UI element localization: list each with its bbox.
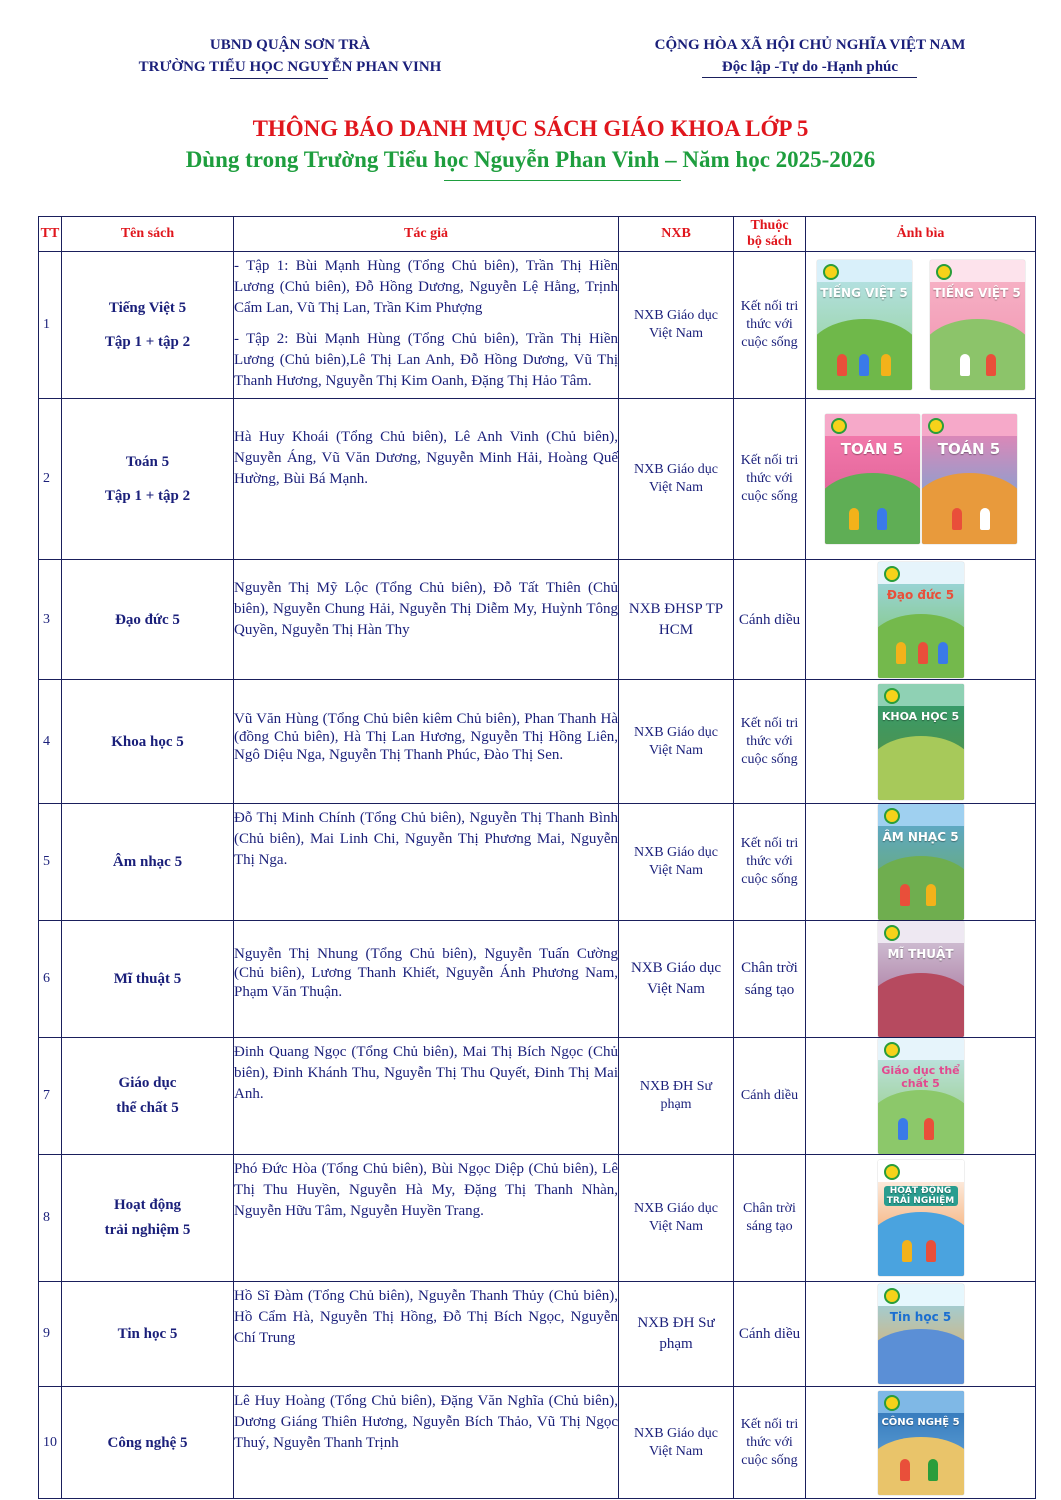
book-cover-image	[878, 1391, 964, 1495]
book-publisher	[619, 560, 734, 680]
book-name	[62, 252, 234, 399]
authors-text: Phó Đức Hòa (Tổng Chủ biên), Bùi Ngọc Diệp (Chủ biên), Lê Thị Thu Huyền, Nguyễn Hà My, Đặng Thị Thanh Nhàn, Nguyễn Hữu Tâm, Nguyễn Huyền Trang.	[234, 1161, 618, 1219]
district-name: UBND QUẬN SƠN TRÀ	[209, 37, 371, 53]
book-cover-image	[825, 414, 920, 544]
book-name	[62, 399, 234, 560]
publisher-line2: phạm	[659, 1336, 693, 1352]
table-row	[39, 1282, 1036, 1387]
book-name-line1: Công nghệ 5	[107, 1434, 188, 1451]
authors-text: Lê Huy Hoàng (Tổng Chủ biên), Đặng Văn Nghĩa (Chủ biên), Dương Giáng Thiên Hương, Nguyễn Bích Thảo, Vũ Thị Ngọc Thuý, Nguyễn Thanh Trịnh	[234, 1393, 618, 1451]
cover-title: ÂM NHẠC 5	[882, 830, 959, 844]
book-name-line2: thể chất 5	[116, 1100, 179, 1116]
row-number: 3	[39, 560, 62, 680]
book-series	[734, 399, 806, 560]
book-cover-cell	[806, 921, 1036, 1038]
book-name-line1: Đạo đức 5	[115, 611, 180, 628]
table-row	[39, 804, 1036, 921]
series-line2: sáng tạo	[744, 982, 795, 998]
book-series	[734, 1387, 806, 1499]
book-name	[62, 1282, 234, 1387]
cover-title: MĨ THUẬT	[887, 947, 954, 961]
row-number: 10	[39, 1387, 62, 1499]
book-authors	[234, 804, 619, 921]
cover-title: TOÁN 5	[840, 440, 904, 458]
series-line1: Cánh diều	[740, 1088, 799, 1103]
authors-text: Nguyễn Thị Mỹ Lộc (Tổng Chủ biên), Đỗ Tất Thiên (Chủ biên), Nguyễn Chung Hải, Nguyễn Thị Diễm My, Huỳnh Tông Quyền, Nguyễn Thị Hàn Thy	[234, 580, 618, 638]
table-row	[39, 1387, 1036, 1499]
publisher-line2: HCM	[658, 621, 694, 638]
book-cover-image	[922, 414, 1017, 544]
series-line2: thức với	[746, 1434, 793, 1450]
document-title: THÔNG BÁO DANH MỤC SÁCH GIÁO KHOA LỚP 5	[252, 116, 809, 141]
book-authors	[234, 1038, 619, 1155]
series-line2: thức với	[746, 854, 793, 869]
publisher-line2: Việt Nam	[649, 1219, 703, 1234]
series-line1: Kết nối tri	[740, 1416, 799, 1432]
publisher-line2: Việt Nam	[647, 981, 705, 997]
book-authors	[234, 1282, 619, 1387]
book-name-line2: Tập 1 + tập 2	[104, 334, 191, 350]
series-line3: cuộc sống	[741, 872, 798, 887]
series-line1: Kết nối tri	[740, 836, 799, 851]
series-line2: thức với	[746, 733, 793, 749]
book-name	[62, 560, 234, 680]
book-name-line2: trải nghiệm 5	[104, 1222, 191, 1238]
book-cover-cell	[806, 1387, 1036, 1499]
document-subtitle: Dùng trong Trường Tiểu học Nguyễn Phan Vinh – Năm học 2025-2026	[185, 147, 876, 172]
authors-volume-2: - Tập 2: Bùi Mạnh Hùng (Tổng Chủ biên), Trần Thị Hiền Lương (Chủ biên),Lê Thị Lan Anh, Đỗ Hồng Dương, Vũ Thị Thanh Hương, Nguyễn Thị Kim Oanh, Đặng Thị Hảo Tâm.	[234, 331, 618, 389]
publisher-line1: NXB Giáo dục	[634, 308, 718, 323]
book-publisher	[619, 1282, 734, 1387]
motto: Độc lập -Tự do -Hạnh phúc	[721, 59, 899, 75]
book-publisher	[619, 1387, 734, 1499]
series-line2: sáng tạo	[746, 1219, 793, 1234]
series-line3: cuộc sống	[741, 1452, 798, 1468]
book-cover-image	[878, 804, 964, 920]
book-cover-image	[930, 260, 1025, 390]
book-series	[734, 804, 806, 921]
book-publisher	[619, 680, 734, 804]
row-number: 2	[39, 399, 62, 560]
book-cover-image	[817, 260, 912, 390]
series-line1: Chân trời	[743, 1201, 796, 1216]
book-series	[734, 252, 806, 399]
book-series	[734, 1155, 806, 1282]
publisher-line1: NXB Giáo dục	[634, 1425, 718, 1441]
col-header-tt: TT	[39, 217, 62, 252]
book-name	[62, 1155, 234, 1282]
publisher-line1: NXB Giáo dục	[634, 462, 718, 477]
table-row	[39, 1155, 1036, 1282]
cover-title: KHOA HỌC 5	[881, 709, 960, 723]
publisher-line1: NXB ĐH Sư	[639, 1079, 713, 1094]
book-authors	[234, 1155, 619, 1282]
publisher-line2: Việt Nam	[649, 480, 703, 495]
book-cover-cell	[806, 560, 1036, 680]
book-cover-image	[878, 921, 964, 1037]
row-number: 4	[39, 680, 62, 804]
country-name: CỘNG HÒA XÃ HỘI CHỦ NGHĨA VIỆT NAM	[654, 37, 966, 53]
book-name-line2: Tập 1 + tập 2	[104, 488, 191, 504]
publisher-line1: NXB Giáo dục	[634, 724, 718, 740]
publisher-line1: NXB ĐHSP TP	[628, 600, 724, 617]
book-series	[734, 921, 806, 1038]
publisher-line2: Việt Nam	[649, 863, 703, 878]
book-name	[62, 804, 234, 921]
book-publisher	[619, 1155, 734, 1282]
book-series	[734, 560, 806, 680]
authors-text: Vũ Văn Hùng (Tổng Chủ biên kiêm Chủ biên), Phan Thanh Hà (đồng Chủ biên), Hà Thị Lan Hương, Nguyễn Thị Hồng Liên, Ngô Diệu Nga, Nguyễn Thị Thanh Phúc, Đào Thị Sen.	[234, 711, 618, 763]
series-line2: thức với	[746, 471, 793, 486]
authors-text: Đinh Quang Ngọc (Tổng Chủ biên), Mai Thị Bích Ngọc (Chủ biên), Đinh Khánh Thu, Nguyễn Thị Thu Quyết, Đinh Thị Mai Anh.	[234, 1044, 618, 1102]
table-row	[39, 921, 1036, 1038]
col-header-name: Tên sách	[62, 217, 234, 252]
authors-text: Hồ Sĩ Đàm (Tổng Chủ biên), Nguyễn Thanh Thủy (Chủ biên), Hồ Cẩm Hà, Nguyễn Thị Hồng, Đỗ Thị Bích Ngọc, Nguyễn Chí Trung	[234, 1288, 618, 1346]
cover-title: TOÁN 5	[937, 440, 1001, 458]
row-number: 5	[39, 804, 62, 921]
col-header-authors: Tác giả	[234, 217, 619, 252]
book-name-line1: Tin học 5	[117, 1326, 178, 1342]
col-header-cover: Ảnh bìa	[806, 217, 1036, 252]
book-publisher	[619, 804, 734, 921]
row-number: 6	[39, 921, 62, 1038]
publisher-line1: NXB Giáo dục	[634, 1201, 718, 1216]
book-authors	[234, 921, 619, 1038]
series-line1: Kết nối tri	[740, 299, 799, 314]
book-name-line1: Khoa học 5	[111, 733, 184, 750]
series-line3: cuộc sống	[741, 335, 798, 350]
subtitle-underline	[444, 180, 681, 181]
book-authors	[234, 399, 619, 560]
col-header-series	[734, 217, 806, 252]
book-name	[62, 1038, 234, 1155]
book-cover-cell	[806, 680, 1036, 804]
book-publisher	[619, 921, 734, 1038]
cover-title: TIẾNG VIỆT 5	[820, 286, 908, 300]
cover-title: TIẾNG VIỆT 5	[933, 286, 1021, 300]
authors-volume-1: - Tập 1: Bùi Mạnh Hùng (Tổng Chủ biên), Trần Thị Hiền Lương (Chủ biên), Đỗ Hồng Dương, Nguyễn Lệ Hằng, Trịnh Cẩm Lan, Vũ Thị Lan, Trần Kim Phượng	[234, 258, 618, 316]
book-cover-image	[878, 1038, 964, 1154]
col-header-series-line1: Thuộc	[750, 218, 789, 233]
row-number: 1	[39, 252, 62, 399]
publisher-line2: Việt Nam	[649, 1443, 703, 1459]
table-row	[39, 560, 1036, 680]
publisher-line2: phạm	[660, 1097, 692, 1112]
row-number: 9	[39, 1282, 62, 1387]
table-row	[39, 399, 1036, 560]
header-left-underline	[230, 78, 328, 79]
book-name-line1: Hoạt động	[113, 1197, 182, 1213]
series-line1: Cánh diều	[738, 1326, 801, 1342]
table-row	[39, 680, 1036, 804]
publisher-line1: NXB Giáo dục	[634, 845, 718, 860]
series-line1: Cánh diều	[738, 611, 801, 628]
cover-title: HOẠT ĐỘNG TRẢI NGHIỆM	[884, 1186, 958, 1206]
book-cover-cell	[806, 252, 1036, 399]
authors-text: Đỗ Thị Minh Chính (Tổng Chủ biên), Nguyễn Thị Thanh Bình (Chủ biên), Mai Linh Chi, Nguyễn Thị Phương Mai, Nguyễn Thị Nga.	[234, 810, 618, 868]
book-name-line1: Âm nhạc 5	[112, 854, 183, 870]
publisher-line2: Việt Nam	[649, 742, 703, 758]
header-right	[600, 34, 1020, 78]
col-header-series-line2: bộ sách	[747, 234, 792, 249]
book-cover-cell	[806, 804, 1036, 921]
book-authors	[234, 1387, 619, 1499]
book-authors	[234, 560, 619, 680]
book-name-line1: Tiếng Việt 5	[108, 300, 187, 316]
book-publisher	[619, 399, 734, 560]
book-cover-image	[878, 684, 964, 800]
table-row	[39, 1038, 1036, 1155]
book-cover-image	[878, 1160, 964, 1276]
row-number: 8	[39, 1155, 62, 1282]
book-series	[734, 1038, 806, 1155]
book-cover-image	[878, 1284, 964, 1384]
book-name	[62, 680, 234, 804]
row-number: 7	[39, 1038, 62, 1155]
book-name	[62, 1387, 234, 1499]
book-name	[62, 921, 234, 1038]
series-line1: Chân trời	[741, 960, 798, 976]
book-cover-cell	[806, 399, 1036, 560]
school-name: TRƯỜNG TIỂU HỌC NGUYỄN PHAN VINH	[138, 59, 442, 75]
cover-title: Tin học 5	[889, 1310, 952, 1324]
book-authors	[234, 680, 619, 804]
table-header-row	[39, 217, 1036, 252]
book-series	[734, 680, 806, 804]
header-left	[120, 34, 460, 78]
book-name-line1: Toán 5	[125, 454, 170, 470]
cover-title: Đạo đức 5	[886, 587, 955, 602]
publisher-line1: NXB ĐH Sư	[637, 1315, 715, 1331]
series-line3: cuộc sống	[741, 489, 798, 504]
book-cover-cell	[806, 1155, 1036, 1282]
col-header-publisher: NXB	[619, 217, 734, 252]
cover-title: Giáo dục thể chất 5	[881, 1064, 960, 1090]
book-publisher	[619, 252, 734, 399]
cover-title: CÔNG NGHỆ 5	[881, 1416, 960, 1428]
series-line2: thức với	[746, 317, 793, 332]
series-line1: Kết nối tri	[740, 715, 799, 731]
book-cover-cell	[806, 1282, 1036, 1387]
textbook-table	[38, 216, 1036, 1499]
authors-text: Hà Huy Khoái (Tổng Chủ biên), Lê Anh Vinh (Chủ biên), Nguyễn Áng, Vũ Văn Dương, Nguyễn Minh Hải, Hoàng Quế Hường, Bùi Bá Mạnh.	[234, 429, 618, 487]
table-row	[39, 252, 1036, 399]
series-line3: cuộc sống	[741, 751, 798, 767]
publisher-line2: Việt Nam	[649, 326, 703, 341]
book-publisher	[619, 1038, 734, 1155]
book-series	[734, 1282, 806, 1387]
book-authors	[234, 252, 619, 399]
book-cover-cell	[806, 1038, 1036, 1155]
header-right-underline	[702, 77, 917, 78]
book-name-line1: Giáo dục	[118, 1075, 177, 1091]
book-name-line1: Mĩ thuật 5	[113, 971, 182, 987]
authors-text: Nguyễn Thị Nhung (Tổng Chủ biên), Nguyễn Tuấn Cường (Chủ biên), Lương Thanh Khiết, Nguyễn Ánh Phương Nam, Phạm Văn Thuận.	[234, 946, 618, 1000]
publisher-line1: NXB Giáo dục	[631, 960, 721, 976]
series-line1: Kết nối tri	[740, 453, 799, 468]
book-cover-image	[878, 562, 964, 678]
